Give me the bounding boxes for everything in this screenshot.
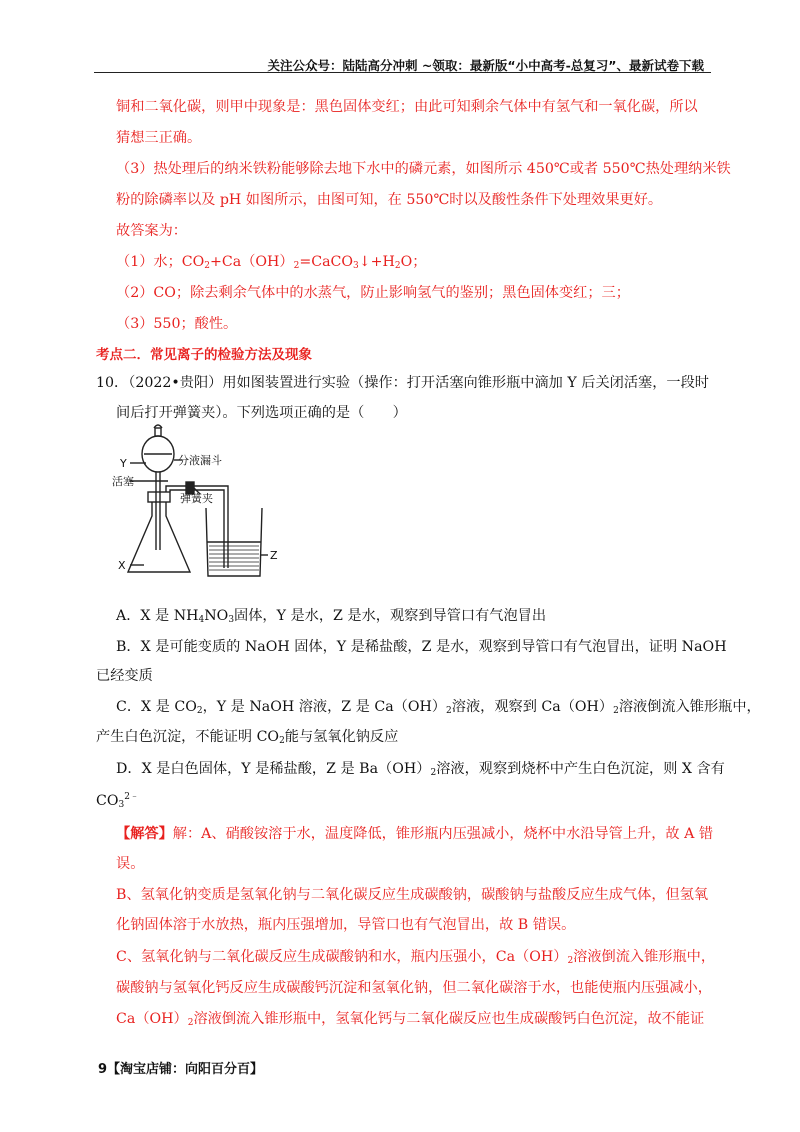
flask-stopper [148, 492, 170, 502]
answer-line-2: 猜想三正确。 [116, 130, 202, 146]
analysis-tag: 【解答】 [116, 826, 173, 842]
apparatus-diagram [110, 420, 290, 580]
conical-flask [128, 502, 190, 572]
option-a: A．X 是 $NH_4NO_3$固体，Y 是水，Z 是水，观察到导管口有气泡冒出 [116, 608, 547, 625]
analysis-line-7: $Ca(OH)_2$溶液倒流入锥形瓶中，氢氧化钙与二氧化碳反应也生成碳酸钙白色沉淀，故不能证 [116, 1011, 705, 1028]
page-header: 关注公众号：陆陆高分冲刺 ~领取：最新版“小中高考-总复习”、最新试卷下载 [267, 58, 704, 73]
answer-line-7: （2）CO；除去剩余气体中的水蒸气，防止影响氢气的鉴别；黑色固体变红；三； [116, 285, 630, 301]
answer-line-6: （1）水；$CO_2+Ca(OH)_2=CaCO_3↓+H_2O$； [116, 254, 427, 271]
page-footer [98, 1058, 263, 1077]
answer-line-8: （3）550；酸性。 [116, 316, 238, 332]
page-number: 9 [98, 1062, 108, 1077]
option-b-line-2: 已经变质 [96, 668, 153, 684]
question-line-2: 间后打开弹簧夹）。下列选项正确的是（ ） [116, 405, 407, 421]
analysis-line-1: 【解答】解：A、硝酸铵溶于水，温度降低，锥形瓶内压强减小，烧杯中水沿导管上升，故 A 错 [116, 826, 714, 842]
shop-name: 【淘宝店铺：向阳百分百】 [107, 1062, 264, 1077]
label-clamp: 弹簧夹 [180, 492, 213, 505]
analysis-line-3: B、氢氧化钠变质是氢氧化钠与二氧化碳反应生成碳酸钠，碳酸钠与盐酸反应生成气体，但氢氧 [116, 887, 709, 903]
option-c-line-1: C．X 是 $CO_2$，Y 是 NaOH 溶液，Z 是 $Ca(OH)_2$溶液，观察到 $Ca(OH)_2$溶液倒流入锥形瓶中， [116, 699, 761, 716]
option-b-line-1: B．X 是可能变质的 NaOH 固体，Y 是稀盐酸，Z 是水，观察到导管口有气泡冒出，证明 NaOH [116, 639, 727, 655]
question-line-1: 10．（2022•贵阳）用如图装置进行实验（操作：打开活塞向锥形瓶中滴加 Y 后关闭活塞，一段时 [96, 375, 709, 391]
option-d-line-1: D．X 是白色固体，Y 是稀盐酸，Z 是 $Ba(OH)_2$溶液，观察到烧杯中产生白色沉淀，则 X 含有 [116, 761, 725, 778]
label-z: Z [270, 549, 278, 562]
answer-line-4: 粉的除磷率以及 pH 如图所示，由图可知，在 550℃时以及酸性条件下处理效果更好。 [116, 192, 663, 208]
label-funnel: 分液漏斗 [178, 454, 222, 467]
option-d-line-2: $CO_3^{2﹣}$ [96, 792, 139, 810]
label-stopcock: 活塞 [112, 475, 134, 488]
funnel-neck-top [155, 428, 161, 436]
label-y: Y [120, 457, 127, 470]
analysis-line-4: 化钠固体溶于水放热，瓶内压强增加，导管口也有气泡冒出，故 B 错误。 [116, 917, 576, 933]
analysis-line-5: C、氢氧化钠与二氧化碳反应生成碳酸钠和水，瓶内压强小，$Ca(OH)_2$溶液倒流入锥形瓶中， [116, 949, 716, 966]
analysis-line-2: 误。 [116, 856, 145, 872]
analysis-line-6: 碳酸钠与氢氧化钙反应生成碳酸钙沉淀和氢氧化钠，但二氧化碳溶于水，也能使瓶内压强减小， [116, 980, 712, 996]
answer-line-5: 故答案为： [116, 223, 187, 239]
answer-line-3: （3）热处理后的纳米铁粉能够除去地下水中的磷元素，如图所示 450℃或者 550℃热处理纳米铁 [116, 161, 731, 177]
answer-line-1: 铜和二氧化碳，则甲中现象是：黑色固体变红；由此可知剩余气体中有氢气和一氧化碳，所以 [116, 99, 698, 115]
section-title: 考点二．常见离子的检验方法及现象 [96, 347, 312, 363]
header-rule [94, 72, 711, 73]
label-x: X [118, 559, 126, 572]
option-c-line-2: 产生白色沉淀，不能证明 $CO_2$能与氢氧化钠反应 [96, 729, 399, 746]
